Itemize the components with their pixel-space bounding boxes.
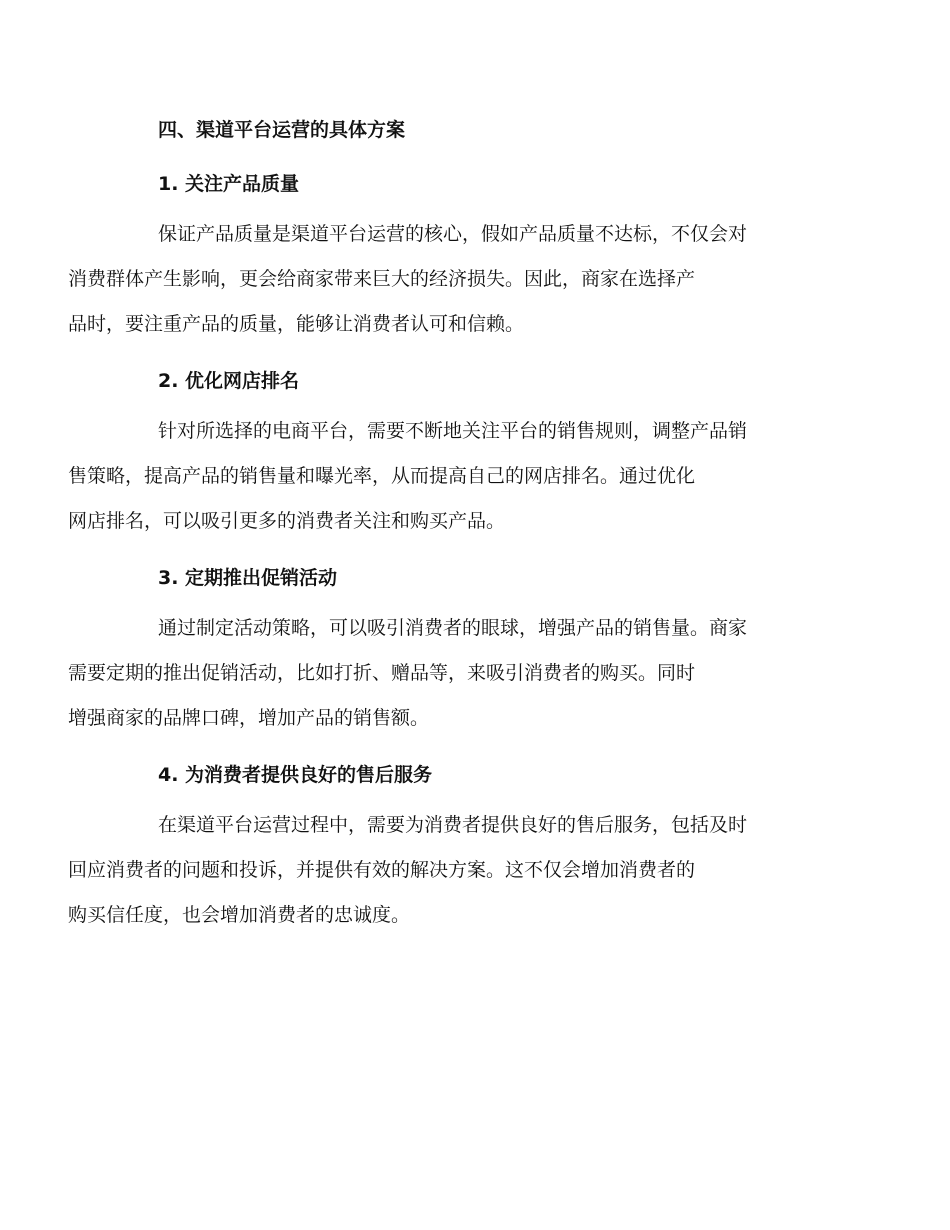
paragraph [68,409,833,544]
paragraph-line: 需要定期的推出促销活动，比如打折、赠品等，来吸引消费者的购买。同时 [68,662,696,684]
paragraph-line: 品时，要注重产品的质量，能够让消费者认可和信赖。 [68,313,525,335]
paragraph-line: 网店排名，可以吸引更多的消费者关注和购买产品。 [68,510,506,532]
document-body [68,108,833,950]
subsection-heading: 4. 为消费者提供良好的售后服务 [158,764,433,786]
paragraph [68,212,833,347]
paragraph-line: 在渠道平台运营过程中，需要为消费者提供良好的售后服务，包括及时 [158,814,748,836]
paragraph-line: 消费群体产生影响，更会给商家带来巨大的经济损失。因此，商家在选择产 [68,268,696,290]
paragraph-line: 保证产品质量是渠道平台运营的核心，假如产品质量不达标，不仅会对 [158,223,748,245]
section-title: 四、渠道平台运营的具体方案 [158,119,406,141]
paragraph [68,606,833,741]
subsection-heading: 1. 关注产品质量 [158,173,300,195]
subsection-heading: 3. 定期推出促销活动 [158,567,338,589]
paragraph-line: 购买信任度，也会增加消费者的忠诚度。 [68,904,411,926]
paragraph [68,803,833,938]
subsection-heading: 2. 优化网店排名 [158,370,300,392]
paragraph-line: 通过制定活动策略，可以吸引消费者的眼球，增强产品的销售量。商家 [158,617,748,639]
paragraph-line: 针对所选择的电商平台，需要不断地关注平台的销售规则，调整产品销 [158,420,748,442]
paragraph-line: 售策略，提高产品的销售量和曝光率，从而提高自己的网店排名。通过优化 [68,465,696,487]
paragraph-line: 增强商家的品牌口碑，增加产品的销售额。 [68,707,430,729]
paragraph-line: 回应消费者的问题和投诉，并提供有效的解决方案。这不仅会增加消费者的 [68,859,696,881]
